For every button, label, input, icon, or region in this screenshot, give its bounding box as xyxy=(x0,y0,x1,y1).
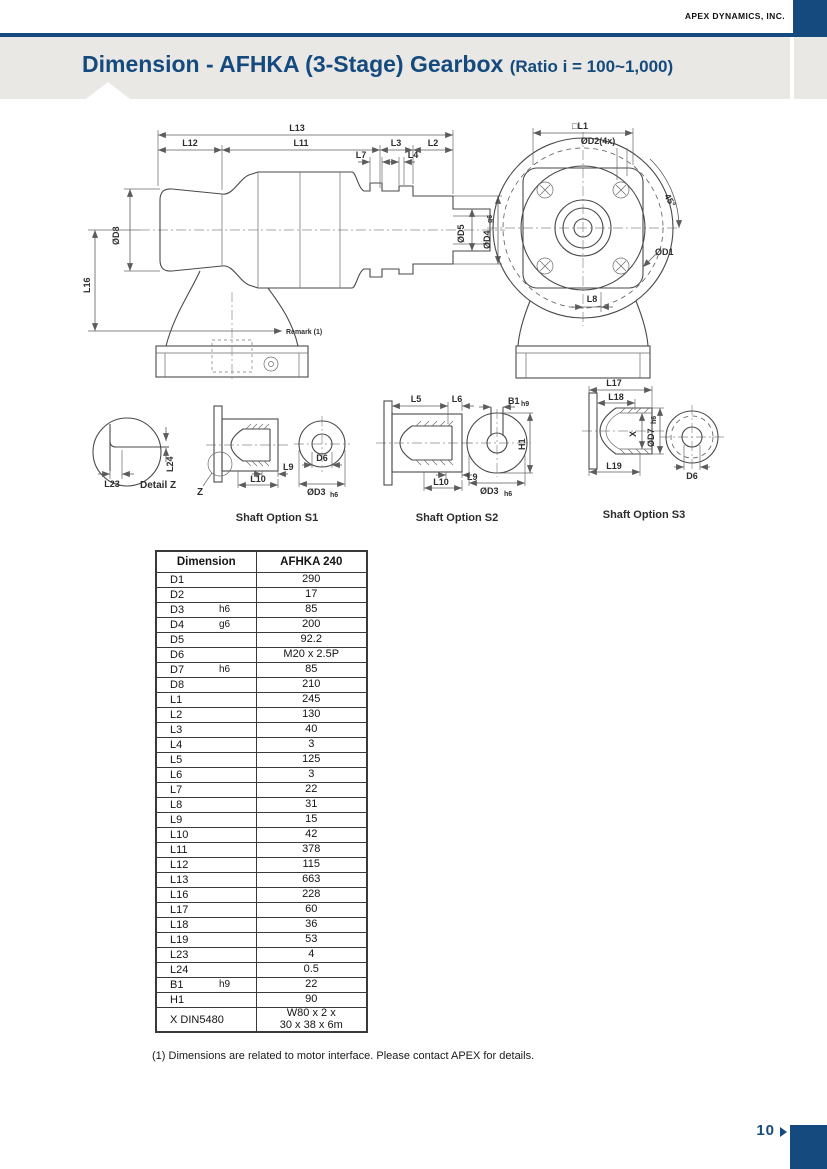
column-header-dimension: Dimension xyxy=(156,551,256,573)
dimension-table xyxy=(155,550,368,1033)
dimension-value-cell: 22 xyxy=(256,783,367,798)
dim-label-s2-l10: L10 xyxy=(433,477,449,487)
dimension-value-cell: 3 xyxy=(256,738,367,753)
table-row xyxy=(156,693,367,708)
shaft-option-s3-caption: Shaft Option S3 xyxy=(602,509,686,521)
technical-drawings xyxy=(0,95,827,545)
dimension-value-cell: W80 x 2 x 30 x 38 x 6m xyxy=(256,1008,367,1033)
table-row xyxy=(156,753,367,768)
table-row xyxy=(156,603,367,618)
dim-label-s1-l9: L9 xyxy=(283,462,294,472)
table-row xyxy=(156,633,367,648)
dim-label-l5: L5 xyxy=(410,394,422,404)
dimension-name-cell: B1 h9 xyxy=(156,978,256,993)
shaft-option-s2-drawing xyxy=(376,394,533,524)
dimension-name-cell: L8 xyxy=(156,798,256,813)
side-view-drawing xyxy=(82,123,505,382)
dimension-value-cell: 245 xyxy=(256,693,367,708)
shaft-option-s2-caption: Shaft Option S2 xyxy=(415,512,499,524)
table-row xyxy=(156,993,367,1008)
dimension-value-cell: 90 xyxy=(256,993,367,1008)
table-row xyxy=(156,813,367,828)
dimension-name-cell: L3 xyxy=(156,723,256,738)
dimension-value-cell: 228 xyxy=(256,888,367,903)
dim-label-d8: ØD8 xyxy=(111,226,121,245)
dimension-value-cell: 42 xyxy=(256,828,367,843)
company-name: APEX DYNAMICS, INC. xyxy=(684,11,785,21)
dim-label-s2-l9: L9 xyxy=(467,472,478,482)
dim-label-s1-d6: D6 xyxy=(316,453,328,463)
dimension-name-cell: L6 xyxy=(156,768,256,783)
dimension-name-cell: L16 xyxy=(156,888,256,903)
page-title xyxy=(82,51,673,78)
dimension-name-cell: L11 xyxy=(156,843,256,858)
dimension-name-cell: L19 xyxy=(156,933,256,948)
dimension-value-cell: 40 xyxy=(256,723,367,738)
dimension-value-cell: 4 xyxy=(256,948,367,963)
dimension-value-cell: 378 xyxy=(256,843,367,858)
dimension-name-cell: L24 xyxy=(156,963,256,978)
dimension-value-cell: 130 xyxy=(256,708,367,723)
dimension-value-cell: 92.2 xyxy=(256,633,367,648)
dim-label-s1-l10: L10 xyxy=(250,474,266,484)
detail-z-label: Detail Z xyxy=(140,480,177,491)
table-row xyxy=(156,588,367,603)
table-row xyxy=(156,963,367,978)
dimension-name-cell: X DIN5480 xyxy=(156,1008,256,1033)
table-row xyxy=(156,858,367,873)
dim-label-d1: ØD1 xyxy=(655,247,674,257)
dimension-value-cell: 15 xyxy=(256,813,367,828)
table-row xyxy=(156,573,367,588)
dimension-value-cell: 53 xyxy=(256,933,367,948)
dimension-value-cell: 22 xyxy=(256,978,367,993)
dim-label-l13: L13 xyxy=(289,123,305,133)
dim-label-s2-d3-tol: h6 xyxy=(504,491,513,498)
dimension-name-cell: L10 xyxy=(156,828,256,843)
dimension-value-cell: 36 xyxy=(256,918,367,933)
dimension-name-cell: L2 xyxy=(156,708,256,723)
dimension-name-cell: D4 g6 xyxy=(156,618,256,633)
page-number: 10 xyxy=(756,1122,775,1139)
shaft-option-s1-drawing xyxy=(197,406,350,524)
dimension-value-cell: 31 xyxy=(256,798,367,813)
dim-label-d7-tol: h6 xyxy=(651,415,658,424)
dimension-value-cell: 125 xyxy=(256,753,367,768)
band-gap xyxy=(790,37,794,99)
dim-label-l19: L19 xyxy=(606,461,622,471)
page-title-suffix: (Ratio i = 100~1,000) xyxy=(509,57,674,76)
dim-label-d7: ØD7 xyxy=(646,428,656,447)
dim-label-d4-tol: g6 xyxy=(487,214,494,223)
table-header-row xyxy=(156,551,367,573)
dimension-name-cell: D6 xyxy=(156,648,256,663)
table-row xyxy=(156,768,367,783)
corner-block-bottom xyxy=(790,1125,827,1169)
table-row xyxy=(156,648,367,663)
detail-z-drawing xyxy=(93,418,176,491)
dimension-name-cell: L1 xyxy=(156,693,256,708)
dim-label-s3-d6: D6 xyxy=(686,471,698,481)
dim-label-h1: H1 xyxy=(517,438,527,450)
dimension-name-cell: D3 h6 xyxy=(156,603,256,618)
shaft-option-s1-caption: Shaft Option S1 xyxy=(235,512,319,524)
dim-label-l6: L6 xyxy=(451,394,463,404)
table-row xyxy=(156,918,367,933)
dimension-name-cell: L7 xyxy=(156,783,256,798)
dimension-name-cell: L5 xyxy=(156,753,256,768)
dimension-value-cell: 210 xyxy=(256,678,367,693)
dim-label-angle: 45° xyxy=(662,192,678,209)
page-title-main: Dimension - AFHKA (3-Stage) Gearbox xyxy=(82,51,504,77)
table-row xyxy=(156,798,367,813)
footnote: (1) Dimensions are related to motor interface. Please contact APEX for details. xyxy=(152,1050,535,1062)
front-view-drawing xyxy=(487,121,679,378)
dim-label-l3: L3 xyxy=(390,138,402,148)
page-arrow-icon xyxy=(780,1127,787,1137)
dim-label-l7: L7 xyxy=(355,150,367,160)
table-row xyxy=(156,888,367,903)
dimension-name-cell: L12 xyxy=(156,858,256,873)
table-row xyxy=(156,903,367,918)
dimension-value-cell: 290 xyxy=(256,573,367,588)
table-row xyxy=(156,738,367,753)
dim-label-s2-d3: ØD3 xyxy=(480,486,499,496)
dim-label-l2: L2 xyxy=(427,138,439,148)
dimension-name-cell: L4 xyxy=(156,738,256,753)
dimension-value-cell: 115 xyxy=(256,858,367,873)
title-band xyxy=(0,37,827,99)
dim-label-l11: L11 xyxy=(293,138,309,148)
dim-label-z: Z xyxy=(197,487,204,498)
table-row xyxy=(156,708,367,723)
dimension-name-cell: D7 h6 xyxy=(156,663,256,678)
dim-label-l12: L12 xyxy=(182,138,198,148)
corner-block-top xyxy=(793,0,827,33)
dimension-value-cell: 200 xyxy=(256,618,367,633)
dim-label-s1-d3-tol: h6 xyxy=(330,492,339,499)
dimension-value-cell: 60 xyxy=(256,903,367,918)
table-row xyxy=(156,783,367,798)
dimension-value-cell: 3 xyxy=(256,768,367,783)
dimension-value-cell: 85 xyxy=(256,603,367,618)
dimension-name-cell: D1 xyxy=(156,573,256,588)
top-header xyxy=(0,0,827,33)
dim-label-d2: ØD2(4x) xyxy=(580,136,616,146)
dim-label-x: X xyxy=(628,430,638,437)
dim-label-s1-d3: ØD3 xyxy=(307,487,326,497)
dimension-name-cell: D8 xyxy=(156,678,256,693)
dim-label-b1-tol: h9 xyxy=(521,401,530,408)
column-header-afhka-240: AFHKA 240 xyxy=(256,551,367,573)
dimension-name-cell: D5 xyxy=(156,633,256,648)
dim-label-b1: B1 xyxy=(508,396,520,406)
table-row xyxy=(156,978,367,993)
table-row xyxy=(156,948,367,963)
dimension-name-cell: L13 xyxy=(156,873,256,888)
dim-label-l23: L23 xyxy=(104,479,120,489)
dimension-value-cell: 17 xyxy=(256,588,367,603)
dimension-value-cell: M20 x 2.5P xyxy=(256,648,367,663)
dim-label-l1: □L1 xyxy=(572,121,588,131)
table-row xyxy=(156,1008,367,1033)
dim-label-l17: L17 xyxy=(606,378,622,388)
dimension-value-cell: 0.5 xyxy=(256,963,367,978)
dim-label-d5: ØD5 xyxy=(456,224,466,243)
dim-label-l16: L16 xyxy=(82,277,92,293)
shaft-option-s3-drawing xyxy=(582,378,724,521)
table-row xyxy=(156,933,367,948)
table-row xyxy=(156,843,367,858)
dimension-table-body xyxy=(156,573,367,1033)
dimension-name-cell: L18 xyxy=(156,918,256,933)
table-row xyxy=(156,678,367,693)
remark-label: Remark (1) xyxy=(286,329,323,336)
dim-label-l18: L18 xyxy=(608,392,624,402)
dimension-name-cell: L9 xyxy=(156,813,256,828)
dimension-name-cell: L23 xyxy=(156,948,256,963)
dimension-value-cell: 85 xyxy=(256,663,367,678)
dim-label-l4: L4 xyxy=(407,150,419,160)
dim-label-l24: L24 xyxy=(165,456,175,472)
table-row xyxy=(156,618,367,633)
dimension-name-cell: L17 xyxy=(156,903,256,918)
dimension-name-cell: D2 xyxy=(156,588,256,603)
dim-label-d4: ØD4 xyxy=(482,230,492,249)
table-row xyxy=(156,663,367,678)
dimension-name-cell: H1 xyxy=(156,993,256,1008)
dim-label-l8: L8 xyxy=(586,294,598,304)
table-row xyxy=(156,723,367,738)
dimension-value-cell: 663 xyxy=(256,873,367,888)
table-row xyxy=(156,873,367,888)
table-row xyxy=(156,828,367,843)
